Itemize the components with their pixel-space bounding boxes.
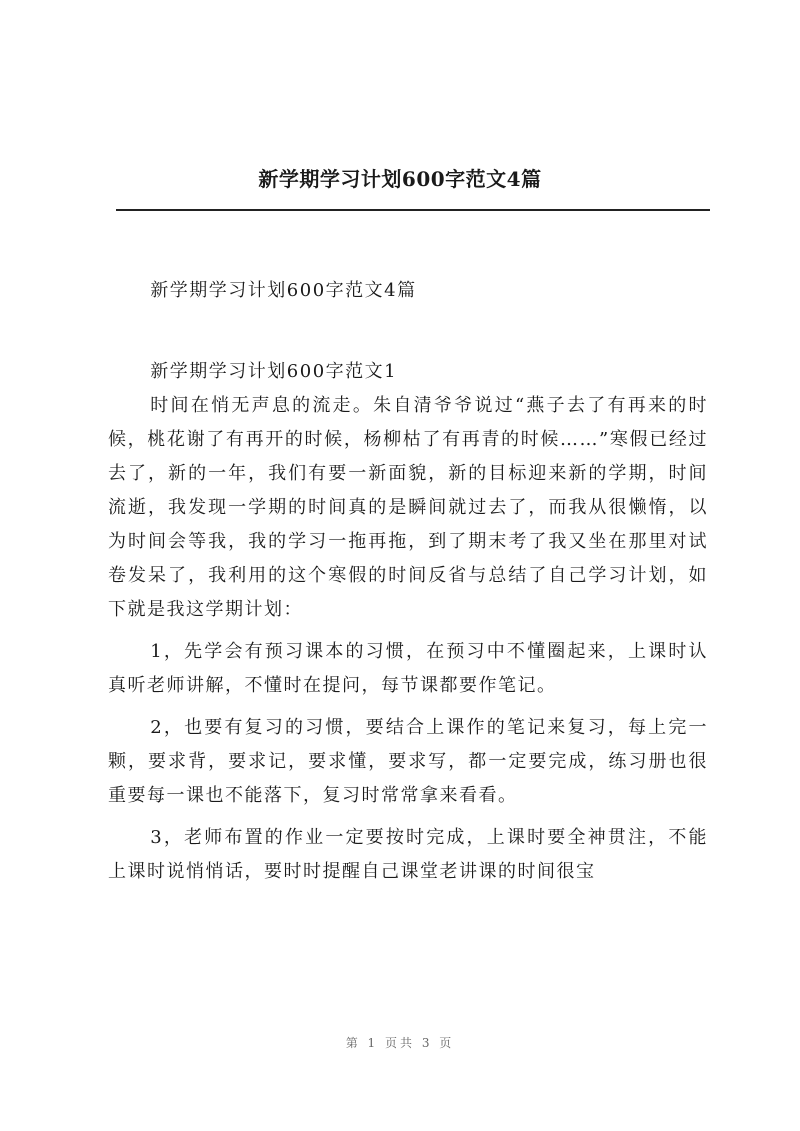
document-title-line xyxy=(108,274,708,308)
paragraph-3: 2，也要有复习的习惯，要结合上课作的笔记来复习，每上完一颗，要求背，要求记，要求懂，要求写，都一定要完成，练习册也很重要每一课也不能落下，复习时常常拿来看看。 xyxy=(108,717,708,806)
document-title-text: 新学期学习计划600字范文4篇 xyxy=(150,280,417,301)
paragraph-1: 时间在悄无声息的流走。朱自清爷爷说过“燕子去了有再来的时候，桃花谢了有再开的时候，杨柳枯了有再青的时候……”寒假已经过去了，新的一年，我们有要一新面貌，新的目标迎来新的学期，时间流逝，我发现一学期的时间真的是瞬间就过去了，而我从很懒惰，以为时间会等我，我的学习一拖再拖，到了期末考了我又坐在那里对试卷发呆了，我利用的这个寒假的时间反省与总结了自己学习计划，如下就是我这学期计划： xyxy=(108,395,708,620)
header-title: 新学期学习计划600字范文4篇 xyxy=(258,167,542,191)
header-divider xyxy=(116,209,710,211)
section-block xyxy=(108,355,708,889)
page-footer: 第 1 页共 3 页 xyxy=(345,1036,455,1050)
paragraph-2: 1，先学会有预习课本的习惯，在预习中不懂圈起来，上课时认真听老师讲解，不懂时在提问，每节课都要作笔记。 xyxy=(108,641,708,696)
paragraph-4: 3，老师布置的作业一定要按时完成，上课时要全神贯注，不能上课时说悄悄话，要时时提醒自己课堂老讲课的时间很宝 xyxy=(108,827,708,882)
section-heading: 新学期学习计划600字范文1 xyxy=(150,361,398,382)
